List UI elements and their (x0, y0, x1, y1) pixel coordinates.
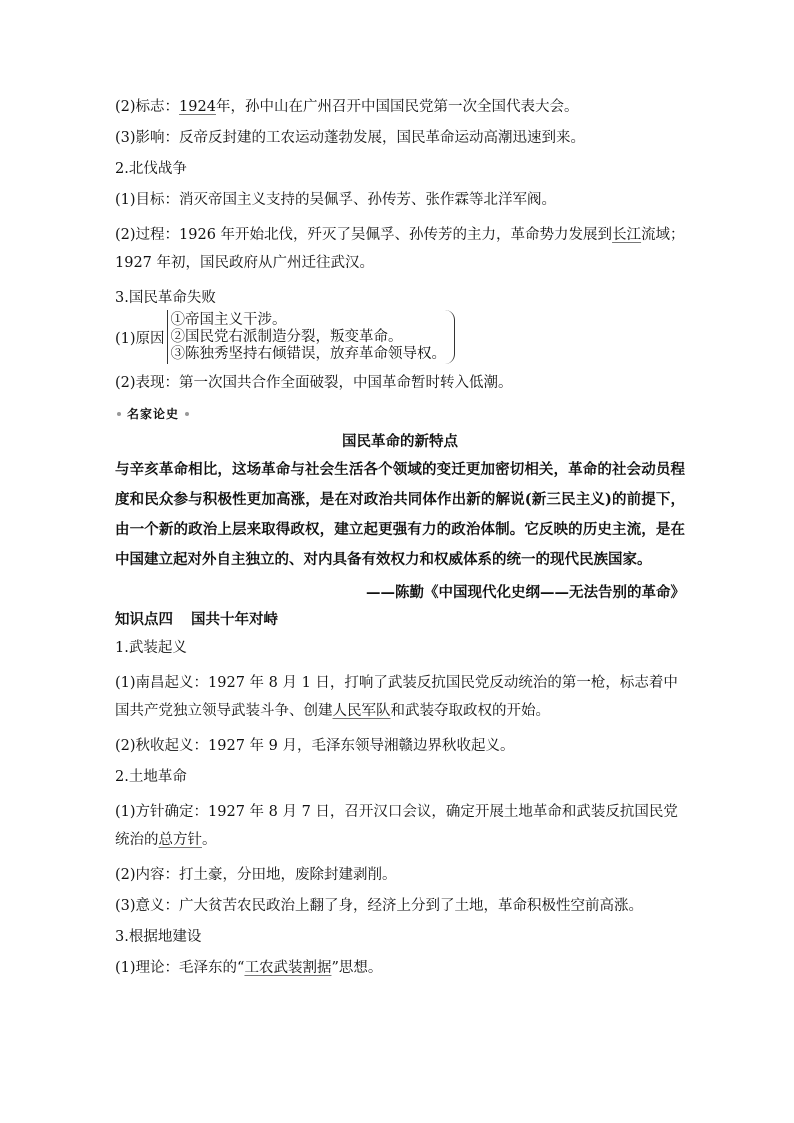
paragraph-theory (115, 953, 685, 984)
underlined-text: 人民军队 (332, 703, 391, 719)
reason-item: ②国民党右派制造分裂，叛变革命。 (170, 328, 403, 345)
paragraph-goal: (1)目标：消灭帝国主义支持的吴佩孚、孙传芳、张作霖等北洋军阀。 (115, 192, 557, 208)
text: (1)南昌起义：1927 年 8 月 1 日，打响了武装反抗国民党反动统治的第一枪，标志着中国共产党独立领导武装斗争、创建 (115, 675, 678, 719)
reasons-label: (1)原因 (115, 330, 165, 347)
underlined-text: 总方针 (158, 832, 202, 848)
section-label: 知识点四 (115, 611, 173, 628)
heading-base-building: 3.根据地建设 (115, 929, 202, 945)
section-heading (115, 608, 685, 629)
heading-land-revolution: 2.土地革命 (115, 769, 187, 785)
paragraph-sign (115, 92, 685, 123)
quote-title: 国民革命的新特点 (342, 433, 458, 450)
text: (2)标志： (115, 99, 180, 115)
paragraph-process (115, 216, 685, 283)
text: 和武装夺取政权的开始。 (390, 703, 550, 719)
paragraph-significance: (3)意义：广大贫苦农民政治上翻了身，经济上分到了土地，革命积极性空前高涨。 (115, 898, 644, 914)
reasons-brace (167, 310, 456, 364)
underlined-text: 工农武装割据 (244, 960, 332, 976)
text: ”思想。 (331, 960, 383, 976)
reasons-block (115, 310, 685, 364)
paragraph-nanchang (115, 664, 685, 731)
paragraph-manifestation: (2)表现：第一次国共合作全面破裂，中国革命暂时转入低潮。 (115, 375, 513, 391)
heading-armed-uprising: 1.武装起义 (115, 640, 187, 656)
paragraph-autumn-harvest: (2)秋收起义：1927 年 9 月，毛泽东领导湘赣边界秋收起义。 (115, 738, 515, 754)
quote-text: 与辛亥革命相比，这场革命与社会生活各个领域的变迁更加密切相关，革命的社会动员程度和民众参与积极性更加高涨，是在对政治共同体作出新的解说(新三民主义)的前提下，由一个新的政治上层来取得政权，建立起更强有力的政治体制。它反映的历史主流，是在中国建立起对外自主独立的、对内具备有效权力和权威体系的统一的现代民族国家。 (115, 461, 685, 568)
text: (1)理论：毛泽东的“ (115, 960, 245, 976)
quote-source: ——陈勤《中国现代化史纲——无法告别的革命》 (366, 584, 685, 601)
heading-revolution-failure: 3.国民革命失败 (115, 290, 216, 306)
reason-item: ③陈独秀坚持右倾错误，放弃革命领导权。 (170, 345, 447, 362)
dot-icon (185, 412, 189, 416)
paragraph-content: (2)内容：打土豪，分田地，废除封建剥削。 (115, 867, 397, 883)
underlined-text: 1924 (179, 99, 216, 115)
dot-icon (117, 412, 121, 416)
text: 流域；1927 年初，国民政府从广州迁往武汉。 (115, 227, 685, 271)
heading-northern-expedition: 2.北伐战争 (115, 161, 187, 177)
reason-item: ①帝国主义干涉。 (170, 311, 287, 328)
section-title: 国共十年对峙 (191, 611, 278, 628)
text: (1)方针确定：1927 年 8 月 7 日，召开汉口会议，确定开展土地革命和武装反抗国民党统治的 (115, 804, 678, 848)
text: (2)过程：1926 年开始北伐，歼灭了吴佩孚、孙传芳的主力，革命势力发展到 (115, 227, 613, 243)
famous-historian-badge (115, 405, 685, 422)
text: 年，孙中山在广州召开中国国民党第一次全国代表大会。 (215, 99, 579, 115)
paragraph-policy (115, 793, 685, 860)
paragraph-influence: (3)影响：反帝反封建的工农运动蓬勃发展，国民革命运动高潮迅速到来。 (115, 130, 586, 146)
underlined-text: 长江 (612, 227, 642, 243)
document-page (115, 92, 685, 984)
text: 。 (202, 832, 217, 848)
badge-label: 名家论史 (127, 407, 180, 421)
